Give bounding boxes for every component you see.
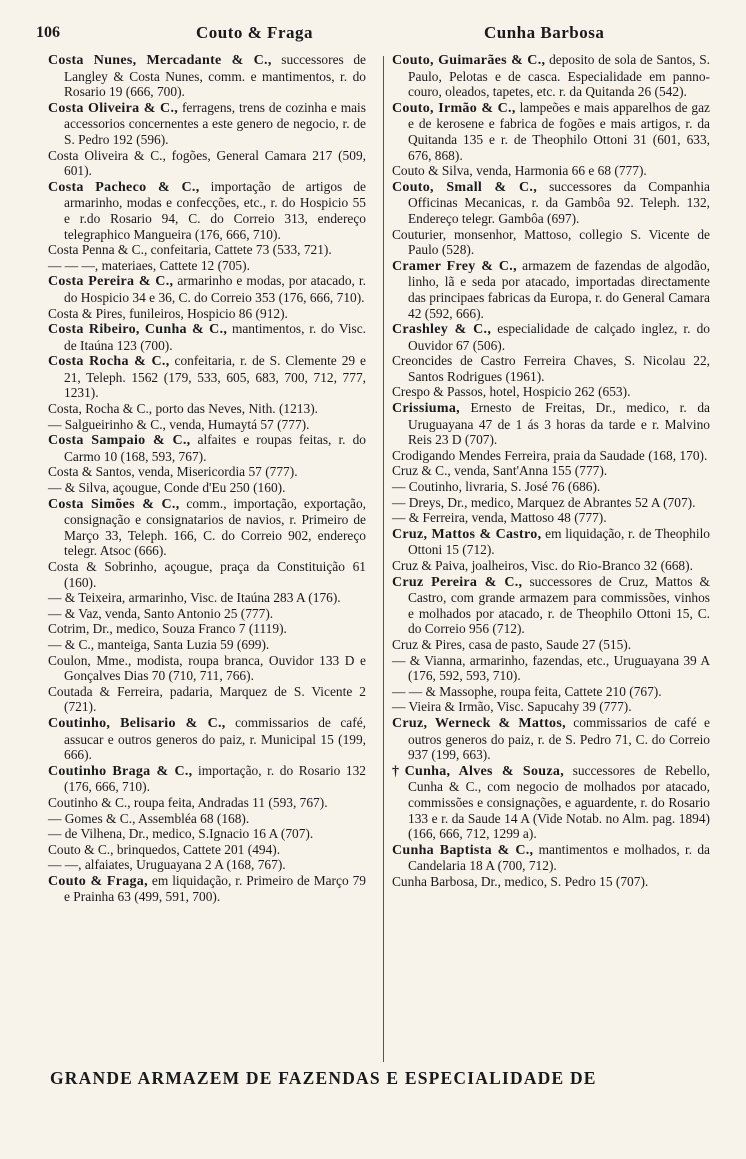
directory-entry xyxy=(392,763,710,842)
directory-entry xyxy=(48,637,366,653)
directory-entry xyxy=(392,227,710,258)
footer-advertisement: GRANDE ARMAZEM DE FAZENDAS E ESPECIALIDADE DE xyxy=(50,1068,597,1088)
directory-entry xyxy=(392,163,710,179)
entry-firm-name: Couto & Fraga, xyxy=(48,873,148,889)
entry-firm-name: †Cunha, Alves & Souza, xyxy=(392,763,564,779)
entry-firm-name: Cramer Frey & C., xyxy=(392,258,517,274)
entry-text: Creoncides de Castro Ferreira Chaves, S. Nicolau 22, Santos Rodrigues (1961). xyxy=(392,353,710,384)
entry-text: Costa & Sobrinho, açougue, praça da Constituição 61 (160). xyxy=(48,559,366,590)
entry-text: lampeões e mais apparelhos de gaz e de kerosene e fabrica de fogões e mais artigos, r. da Quitanda 135 e r. de Theophilo Ottoni 31 (601, 633, 676, 868). xyxy=(408,99,710,163)
right-running-head: Cunha Barbosa xyxy=(484,23,605,42)
entry-text: especialidade de calçado inglez, r. do Ouvidor 67 (506). xyxy=(408,321,710,353)
directory-entry xyxy=(48,653,366,684)
entry-firm-name: Crissiuma, xyxy=(392,401,460,417)
entry-text: — — —, materiaes, Cattete 12 (705). xyxy=(48,257,250,273)
entry-text: Cunha Barbosa, Dr., medico, S. Pedro 15 (707). xyxy=(392,873,649,889)
entry-text: Couto & C., brinquedos, Cattete 201 (494). xyxy=(48,841,281,857)
entry-text: — & C., manteiga, Santa Luzia 59 (699). xyxy=(48,636,270,652)
entry-firm-name: Couto, Guimarães & C., xyxy=(392,53,546,68)
entry-text: Costa Penna & C., confeitaria, Cattete 73 (533, 721). xyxy=(48,242,332,258)
directory-entry xyxy=(392,448,710,464)
entry-text: Crespo & Passos, hotel, Hospicio 262 (653). xyxy=(392,384,631,400)
entry-firm-name: Cruz, Werneck & Mattos, xyxy=(392,715,566,731)
directory-entry xyxy=(48,606,366,622)
directory-entry xyxy=(392,321,710,353)
directory-entry xyxy=(392,353,710,384)
directory-entry xyxy=(392,463,710,479)
entry-text: alfaites e roupas feitas, r. do Carmo 10 (168, 593, 767). xyxy=(64,432,366,464)
entry-text: — & Teixeira, armarinho, Visc. de Itaúna 283 A (176). xyxy=(48,590,341,606)
directory-entry xyxy=(48,715,366,763)
directory-entry xyxy=(48,401,366,417)
entry-firm-name: Costa Sampaio & C., xyxy=(48,433,191,449)
directory-entry xyxy=(392,384,710,400)
directory-entry xyxy=(48,321,366,353)
entry-firm-name: Costa Rocha & C., xyxy=(48,354,170,370)
entry-text: Coutada & Ferreira, padaria, Marquez de S. Vicente 2 (721). xyxy=(48,683,366,715)
entry-text: importação de artigos de armarinho, modas e confecções, etc., r. do Hospicio 55 e r.do Rosario 94, C. do Correio 313, endereço telegraphico Mangueira (176, 666, 710). xyxy=(64,178,366,242)
entry-firm-name: Costa Simões & C., xyxy=(48,496,180,512)
directory-entry xyxy=(392,258,710,321)
entry-text: Ernesto de Freitas, Dr., medico, r. da Uruguayana 47 de 1 ás 3 horas da tarde e r. Malvino Reis 23 D (707). xyxy=(408,400,710,448)
directory-entry xyxy=(48,306,366,322)
entry-text: em liquidação, r. Primeiro de Março 79 e Prainha 63 (499, 591, 700). xyxy=(64,872,366,905)
entry-text: ferragens, trens de cozinha e mais accessorios concernentes a este genero de negocio, r. de S. Pedro 192 (596). xyxy=(64,99,366,147)
directory-entry xyxy=(48,621,366,637)
entry-text: confeitaria, r. de S. Clemente 29 e 21, Teleph. 1562 (179, 533, 605, 683, 700, 712, 777, 1231). xyxy=(64,353,366,401)
entry-text: — & Silva, açougue, Conde d'Eu 250 (160). xyxy=(48,480,286,496)
directory-entry xyxy=(392,100,710,163)
entry-firm-name: Cruz Pereira & C., xyxy=(392,574,523,590)
entry-text: Crodigando Mendes Ferreira, praia da Saudade (168, 170). xyxy=(392,447,708,463)
entry-text: successores de Rebello, Cunha & C., com negocio de molhados por atacado, commissões e consignações, e aguardente, r. do Rosario 133 e r. da Saude 14 A (Vide Notab. no Alm. pag. 1894) (166, 666, 712, 1299 a). xyxy=(408,762,710,842)
entry-text: successores de Langley & Costa Nunes, comm. e mantimentos, r. do Rosario 19 (666, 700). xyxy=(64,52,366,100)
directory-entry xyxy=(48,763,366,795)
entry-firm-name: Crashley & C., xyxy=(392,322,492,338)
directory-entry xyxy=(48,273,366,305)
directory-entry xyxy=(48,826,366,842)
entry-firm-name: Costa Nunes, Mercadante & C., xyxy=(48,53,272,68)
entry-text: — Vieira & Irmão, Visc. Sapucahy 39 (777). xyxy=(392,699,632,715)
directory-entry xyxy=(48,100,366,148)
page-header xyxy=(36,20,698,46)
entry-text: Cruz & Pires, casa de pasto, Saude 27 (515). xyxy=(392,636,632,652)
entry-text: — de Vilhena, Dr., medico, S.Ignacio 16 A (707). xyxy=(48,826,314,842)
directory-entry xyxy=(48,242,366,258)
entry-text: deposito de sola de Santos, S. Paulo, Pelotas e de casca. Especialidade em panno-couro, oleados, tapetes, etc. r. da Quitanda 26 (542). xyxy=(408,52,710,100)
entry-firm-name: Coutinho Braga & C., xyxy=(48,763,193,779)
entry-firm-name: Costa Pereira & C., xyxy=(48,274,174,290)
entry-firm-name: Couto, Small & C., xyxy=(392,179,538,195)
entry-firm-name: Couto, Irmão & C., xyxy=(392,100,516,116)
directory-entry xyxy=(48,590,366,606)
entry-text: — & Vaz, venda, Santo Antonio 25 (777). xyxy=(48,605,274,621)
entry-text: successores de Cruz, Mattos & Castro, com grande armazem para commissões, vinhos e molhados por atacado, r. de Theophilo Ottoni 15, C. do Correio 956 (712). xyxy=(408,573,710,637)
entry-text: armazem de fazendas de algodão, linho, lã e seda por atacado, importadas directamente das principaes fabricas da Europa, r. do General Camara 42 (592, 666). xyxy=(408,257,710,321)
entry-text: Cotrim, Dr., medico, Souza Franco 7 (1119). xyxy=(48,621,287,637)
directory-entry xyxy=(392,653,710,684)
entry-firm-name: Costa Oliveira & C., xyxy=(48,100,179,116)
entry-text: — —, alfaiates, Uruguayana 2 A (168, 767). xyxy=(48,857,286,873)
entry-firm-name: Cunha Baptista & C., xyxy=(392,842,534,858)
directory-entry xyxy=(392,637,710,653)
entry-text: Couto & Silva, venda, Harmonia 66 e 68 (777). xyxy=(392,163,647,179)
directory-entry xyxy=(48,842,366,858)
directory-entry xyxy=(48,684,366,715)
directory-entry xyxy=(392,495,710,511)
directory-entry xyxy=(392,400,710,448)
directory-entry xyxy=(392,699,710,715)
entry-text: armarinho e modas, por atacado, r. do Hospicio 34 e 36, C. do Correio 353 (176, 666, 710). xyxy=(64,273,366,305)
entry-text: — Salgueirinho & C., venda, Humaytá 57 (777). xyxy=(48,416,310,432)
directory-entry xyxy=(392,479,710,495)
directory-entry xyxy=(48,148,366,179)
entry-text: Cruz & C., venda, Sant'Anna 155 (777). xyxy=(392,463,608,479)
directory-entry xyxy=(392,874,710,890)
directory-entry xyxy=(48,353,366,401)
entry-text: Coulon, Mme., modista, roupa branca, Ouvidor 133 D e Gonçalves Dias 70 (710, 711, 766). xyxy=(48,652,366,684)
directory-entry xyxy=(48,480,366,496)
entry-text: commissarios de café e outros generos do paiz, r. de S. Pedro 71, C. do Correio 937 (199, 663). xyxy=(408,714,710,763)
entry-text: — & Ferreira, venda, Mattoso 48 (777). xyxy=(392,510,607,526)
entry-text: importação, r. do Rosario 132 (176, 666, 710). xyxy=(64,762,366,795)
right-column xyxy=(392,52,710,889)
entry-firm-name: Costa Pacheco & C., xyxy=(48,179,200,195)
entry-text: Couturier, monsenhor, Mattoso, collegio S. Vicente de Paulo (528). xyxy=(392,226,710,258)
column-divider xyxy=(383,56,384,1062)
entry-text: — — & Massophe, roupa feita, Cattete 210 (767). xyxy=(392,683,662,699)
directory-entry xyxy=(392,684,710,700)
directory-entry xyxy=(392,715,710,763)
directory-entry xyxy=(392,526,710,558)
entry-text: commissarios de café, assucar e outros generos do paiz, r. Municipal 15 (199, 666). xyxy=(64,714,366,763)
directory-entry xyxy=(392,510,710,526)
entry-text: Costa & Santos, venda, Misericordia 57 (777). xyxy=(48,464,298,480)
entry-text: — & Vianna, armarinho, fazendas, etc., Uruguayana 39 A (176, 592, 593, 710). xyxy=(392,652,710,684)
entry-text: mantimentos, r. do Visc. de Itaúna 123 (700). xyxy=(64,321,366,353)
entry-text: mantimentos e molhados, r. da Candelaria 18 A (700, 712). xyxy=(408,841,710,874)
entry-text: — Gomes & C., Assembléa 68 (168). xyxy=(48,810,250,826)
directory-entry xyxy=(48,417,366,433)
entry-firm-name: Coutinho, Belisario & C., xyxy=(48,715,226,731)
left-column xyxy=(48,52,366,905)
entry-text: Costa, Rocha & C., porto das Neves, Nith. (1213). xyxy=(48,401,319,417)
left-running-head: Couto & Fraga xyxy=(196,23,313,42)
directory-entry xyxy=(392,558,710,574)
directory-entry xyxy=(48,496,366,559)
entry-text: successores da Companhia Officinas Mecanicas, r. da Gambôa 92. Teleph. 132, Endereço telegr. Gambôa (697). xyxy=(408,178,710,226)
directory-entry xyxy=(392,842,710,874)
directory-entry xyxy=(392,52,710,100)
directory-entry xyxy=(48,258,366,274)
page-number: 106 xyxy=(36,24,60,41)
directory-entry xyxy=(392,574,710,637)
directory-entry xyxy=(48,432,366,464)
entry-firm-name: Cruz, Mattos & Castro, xyxy=(392,526,542,542)
entry-text: Costa Oliveira & C., fogões, General Camara 217 (509, 601). xyxy=(48,147,366,179)
directory-entry xyxy=(48,559,366,590)
entry-text: em liquidação, r. de Theophilo Ottoni 15 (712). xyxy=(408,525,710,558)
entry-firm-name: Costa Ribeiro, Cunha & C., xyxy=(48,322,228,338)
directory-entry xyxy=(48,857,366,873)
directory-entry xyxy=(48,464,366,480)
entry-text: comm., importação, exportação, consignação e consignatarios de navios, r. Primeiro de Março 33, Teleph. 166, C. do Correio 902, endereço telegr. Atsoc (666). xyxy=(64,495,366,559)
directory-entry xyxy=(392,179,710,227)
entry-text: — Dreys, Dr., medico, Marquez de Abrantes 52 A (707). xyxy=(392,494,696,510)
directory-entry xyxy=(48,795,366,811)
directory-entry xyxy=(48,52,366,100)
entry-text: Costa & Pires, funileiros, Hospicio 86 (912). xyxy=(48,305,288,321)
entry-text: Cruz & Paiva, joalheiros, Visc. do Rio-Branco 32 (668). xyxy=(392,558,693,573)
directory-entry xyxy=(48,811,366,827)
entry-text: — Coutinho, livraria, S. José 76 (686). xyxy=(392,479,601,495)
directory-entry xyxy=(48,179,366,242)
entry-text: Coutinho & C., roupa feita, Andradas 11 (593, 767). xyxy=(48,794,328,810)
directory-entry xyxy=(48,873,366,905)
